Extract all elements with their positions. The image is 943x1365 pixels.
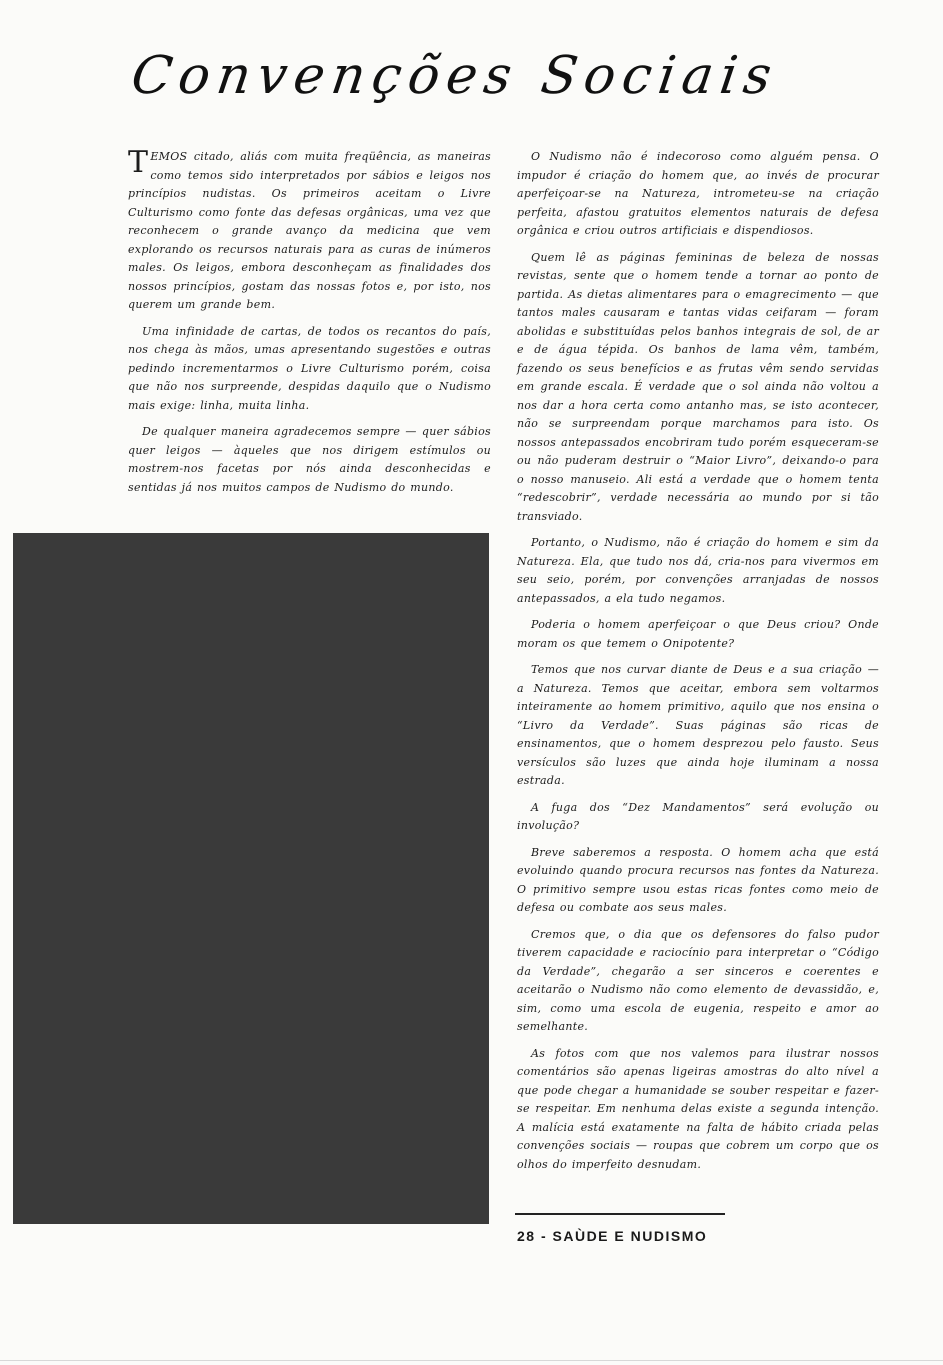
paragraph: Breve saberemos a resposta. O homem acha que está evoluindo quando procura recursos nas fontes da Natureza. O primitivo sempre usou estas ricas fontes como meio de defesa ou combate aos seus males. (517, 845, 879, 914)
paragraph: O Nudismo não é indecoroso como alguém pensa. O impudor é criação do homem que, ao invés de procurar aperfeiçoar-se na Natureza, intrometeu-se na criação perfeita, afastou gratuitos elementos naturais de defesa orgânica e criou outros artificiais e dispendiosos. (517, 150, 879, 237)
paragraph: TEMOS citado, aliás com muita freqüência, as maneiras como temos sido interpretados por sábios e leigos nos princípios nudistas. Os primeiros aceitam o Livre Culturismo como fonte das defesas orgânicas, uma vez que reconhecem o grande avanço da medicina que vem explorando os recursos naturais para as curas de inúmeros males. Os leigos, embora desconheçam as finalidades dos nossos princípios, gostam das nossas fotos e, por isto, nos querem um grande bem. (128, 145, 491, 311)
right-column (517, 148, 879, 1182)
footer-rule (515, 1213, 725, 1215)
paragraph: As fotos com que nos valemos para ilustrar nossos comentários são apenas ligeiras amostras do alto nível a que pode chegar a humanidade se souber respeitar e fazer-se respeitar. Em nenhuma delas existe a segunda intenção. A malícia está exatamente na falta de hábito criada pelas convenções sociais — roupas que cobrem um corpo que os olhos do imperfeito desnudam. (517, 1046, 879, 1171)
article-title: Convenções Sociais (127, 46, 782, 106)
paragraph: Temos que nos curvar diante de Deus e a sua criação — a Natureza. Temos que aceitar, embora sem voltarmos inteiramente ao homem primitivo, aquilo que nos ensina o “Livro da Verdade”. Suas páginas são ricas de ensinamentos, que o homem desprezou pelo fausto. Seus versículos são luzes que ainda hoje iluminam a nossa estrada. (517, 663, 879, 787)
page-footer: 28 - SAÙDE E NUDISMO (517, 1228, 708, 1244)
drop-cap: T (128, 145, 149, 180)
paragraph: Uma infinidade de cartas, de todos os recantos do país, nos chega às mãos, umas apresentando sugestões e outras pedindo incrementarmos o Livre Culturismo porém, coisa que não nos surpreende, despidas daquilo que o Nudismo mais exige: linha, muita linha. (128, 324, 491, 412)
page-edge (0, 1360, 943, 1361)
paragraph: Quem lê as páginas femininas de beleza de nossas revistas, sente que o homem tende a tornar ao ponto de partida. As dietas alimentares para o emagrecimento — que tantos males causaram e tantas vidas ceifaram — foram abolidas e substituídas pelos banhos integrais de sol, de ar e de água tépida. Os banhos de lama vêm, também, fazendo os seus benefícios e as frutas vêm sendo servidas em grande escala. É verdade que o sol ainda não voltou a nos dar a hora certa como antanho mas, se isto acontecer, não se surpreendam porque marchamos para isto. Os nossos antepassados encobriram tudo porém esqueceram-se ou não puderam destruir o “Maior Livro”, deixando-o para o nosso manuseio. Ali está a verdade que o homem tenta “redescobrir”, verdade necessária ao mundo por si tão transviado. (517, 250, 879, 523)
paragraph: Cremos que, o dia que os defensores do falso pudor tiverem capacidade e raciocínio para interpretar o “Código da Verdade”, chegarão a ser sinceros e coerentes e aceitarão o Nudismo não como elemento de devassidão, e, sim, como uma escola de eugenia, respeito e amor ao semelhante. (517, 927, 879, 1033)
left-column (128, 145, 491, 505)
photo-placeholder (13, 533, 489, 1224)
paragraph: Portanto, o Nudismo, não é criação do homem e sim da Natureza. Ela, que tudo nos dá, cria-nos para vivermos em seu seio, porém, por convenções arranjadas de nossos antepassados, a ela tudo negamos. (517, 536, 879, 605)
paragraph: Poderia o homem aperfeiçoar o que Deus criou? Onde moram os que temem o Onipotente? (517, 618, 879, 650)
paragraph: A fuga dos “Dez Mandamentos” será evolução ou involução? (517, 800, 879, 832)
paragraph: De qualquer maneira agradecemos sempre — quer sábios quer leigos — àqueles que nos dirigem estímulos ou mostrem-nos facetas por nós ainda desconhecidas e sentidas já nos muitos campos de Nudismo do mundo. (128, 425, 491, 494)
